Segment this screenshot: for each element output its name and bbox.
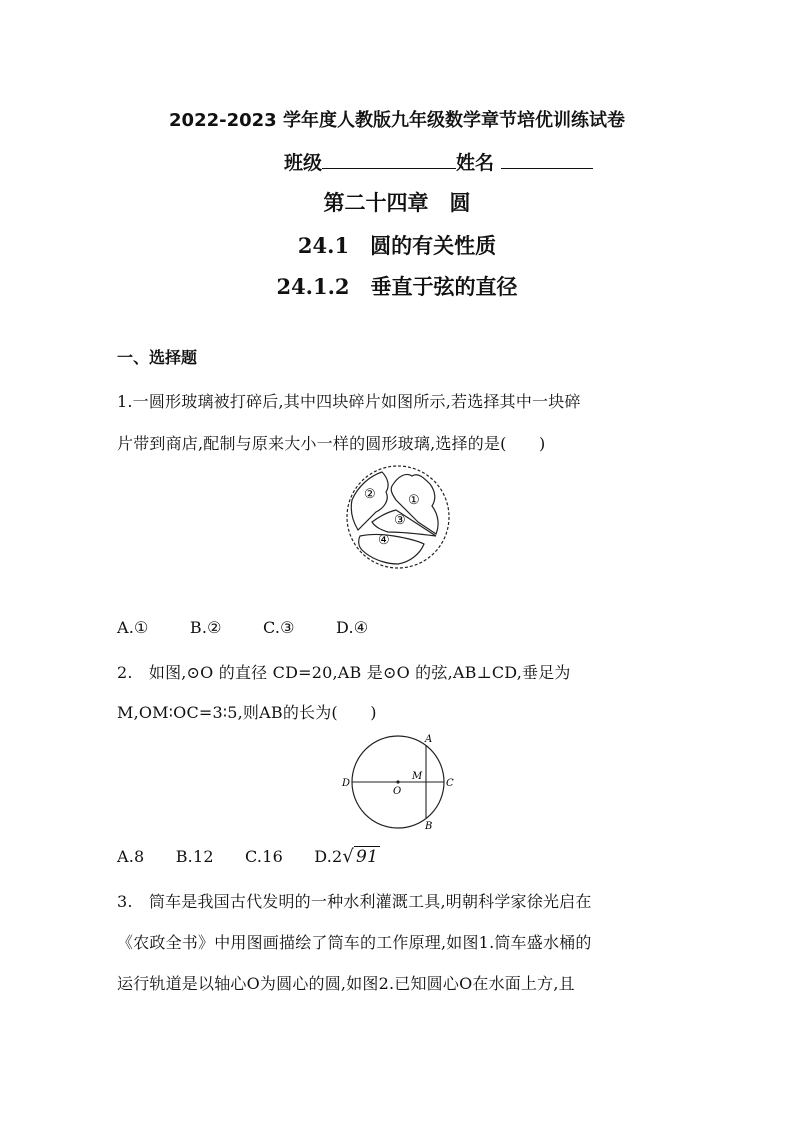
label-piece-3: ③ [394, 513, 406, 528]
option-a[interactable]: A.① [117, 618, 149, 637]
question-1-options [117, 618, 404, 637]
option-d-coefficient: D.2 [314, 847, 343, 866]
option-d[interactable]: D.④ [335, 618, 369, 637]
center-point [396, 780, 399, 783]
part-title: 一、选择题 [117, 348, 198, 367]
question-1-line-2: 片带到商店,配制与原来大小一样的圆形玻璃,选择的是( ) [117, 434, 546, 453]
class-blank [322, 150, 456, 169]
circle-chord-figure [336, 732, 466, 832]
label-d: D [342, 778, 351, 789]
label-piece-1: ① [408, 493, 420, 508]
name-blank [501, 150, 593, 169]
question-3-line-3: 运行轨道是以轴心O为圆心的圆,如图2.已知圆心O在水面上方,且 [117, 974, 575, 993]
class-name-line [284, 148, 593, 175]
subsection-heading: 24.1.2 垂直于弦的直径 [276, 274, 518, 299]
question-2-line-1: 2. 如图,⊙O 的直径 CD=20,AB 是⊙O 的弦,AB⊥CD,垂足为 [117, 663, 571, 682]
radical-sign: √ [342, 846, 355, 867]
piece-4-shape [359, 535, 424, 565]
label-a: A [425, 734, 433, 745]
label-b: B [425, 821, 433, 832]
radicand: 91 [356, 847, 379, 867]
question-2-options [117, 846, 380, 867]
label-m: M [412, 771, 423, 782]
question-2-line-2: M,OM∶OC=3∶5,则AB的长为( ) [117, 703, 377, 722]
label-piece-4: ④ [378, 533, 390, 548]
label-piece-2: ② [364, 487, 376, 502]
chapter-heading: 第二十四章 圆 [323, 190, 471, 215]
option-d[interactable] [314, 847, 380, 866]
exam-title: 2022-2023 学年度人教版九年级数学章节培优训练试卷 [169, 110, 625, 131]
question-3-line-1: 3. 筒车是我国古代发明的一种水利灌溉工具,明朝科学家徐光启在 [117, 892, 592, 911]
option-b[interactable]: B.12 [175, 847, 214, 866]
broken-glass-figure [340, 462, 458, 574]
question-3-line-2: 《农政全书》中用图画描绘了筒车的工作原理,如图1.筒车盛水桶的 [117, 933, 592, 952]
label-o: O [393, 786, 402, 797]
section-heading: 24.1 圆的有关性质 [297, 233, 497, 258]
option-c[interactable]: C.③ [262, 618, 295, 637]
name-label: 姓名 [456, 152, 495, 174]
label-c: C [446, 778, 454, 789]
option-c[interactable]: C.16 [245, 847, 283, 866]
question-1-line-1: 1.一圆形玻璃被打碎后,其中四块碎片如图所示,若选择其中一块碎 [117, 392, 581, 411]
class-label: 班级 [284, 152, 323, 174]
option-a[interactable]: A.8 [117, 847, 145, 866]
option-b[interactable]: B.② [189, 618, 222, 637]
